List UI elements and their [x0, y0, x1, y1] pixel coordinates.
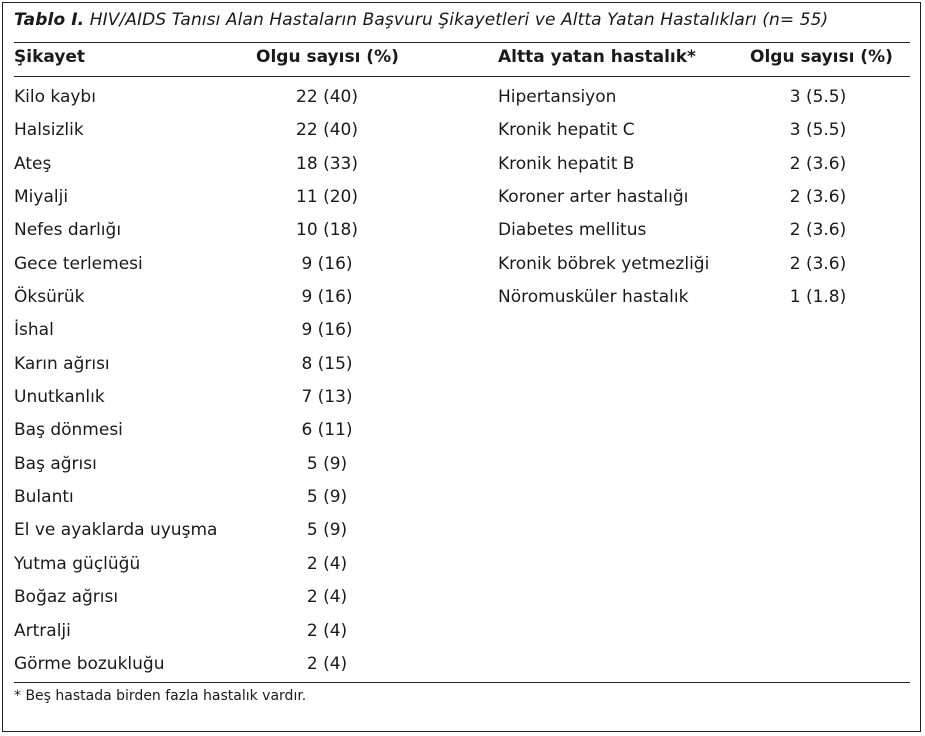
complaint-count-cell: 9 (16)	[301, 287, 353, 308]
disease-count-cell: 2 (3.6)	[789, 187, 847, 208]
bottom-rule	[14, 682, 910, 683]
complaint-name-cell: Kilo kaybı	[14, 87, 96, 107]
complaint-count-cell: 11 (20)	[296, 187, 358, 208]
header-disease-count: Olgu sayısı (%)	[750, 47, 893, 67]
header-disease: Altta yatan hastalık*	[498, 47, 696, 67]
complaint-count-cell: 5 (9)	[306, 520, 348, 541]
complaint-name-cell: Karın ağrısı	[14, 353, 110, 374]
disease-name-cell: Diabetes mellitus	[498, 220, 647, 241]
top-rule	[14, 42, 910, 43]
header-complaint: Şikayet	[14, 47, 86, 67]
disease-name-cell: Kronik hepatit C	[498, 120, 635, 141]
disease-name-cell: Nöromusküler hastalık	[498, 287, 689, 308]
complaint-name-cell: Gece terlemesi	[14, 253, 143, 274]
complaint-count-cell: 8 (15)	[301, 353, 353, 374]
complaint-count-cell: 6 (11)	[301, 420, 353, 441]
complaint-count-cell: 22 (40)	[296, 120, 358, 141]
complaint-name-cell: Baş dönmesi	[14, 420, 123, 441]
complaint-count-cell: 5 (9)	[306, 453, 348, 474]
complaint-count-cell: 9 (16)	[301, 253, 353, 274]
complaint-name-cell: İshal	[14, 320, 54, 341]
complaint-name-column	[14, 84, 244, 684]
disease-count-cell: 2 (3.6)	[789, 253, 847, 274]
complaint-name-cell: Halsizlik	[14, 120, 84, 141]
disease-name-cell: Hipertansiyon	[498, 87, 617, 107]
complaint-name-cell: Miyalji	[14, 187, 69, 208]
complaint-count-cell: 22 (40)	[296, 87, 358, 107]
complaint-name-cell: Boğaz ağrısı	[14, 587, 119, 608]
table-caption	[14, 10, 828, 30]
complaint-name-cell: Görme bozukluğu	[14, 653, 165, 674]
table-label: Tablo I.	[14, 10, 85, 30]
header-complaint-count: Olgu sayısı (%)	[256, 47, 399, 67]
header-rule	[14, 76, 910, 77]
complaint-name-cell: Yutma güçlüğü	[14, 553, 141, 574]
complaint-name-cell: Ateş	[14, 153, 52, 174]
disease-count-cell: 3 (5.5)	[789, 87, 847, 107]
complaint-name-cell: Artralji	[14, 620, 71, 641]
complaint-count-cell: 2 (4)	[306, 553, 348, 574]
disease-name-cell: Koroner arter hastalığı	[498, 187, 689, 208]
complaint-count-cell: 10 (18)	[296, 220, 358, 241]
complaint-name-cell: Bulantı	[14, 487, 74, 508]
complaint-name-cell: Öksürük	[14, 287, 85, 308]
disease-count-cell: 2 (3.6)	[789, 220, 847, 241]
table-title: HIV/AIDS Tanısı Alan Hastaların Başvuru Şikayetleri ve Altta Yatan Hastalıkları (n= 55)	[89, 10, 829, 30]
complaint-count-cell: 2 (4)	[306, 587, 348, 608]
complaint-count-cell: 2 (4)	[306, 620, 348, 641]
complaint-name-cell: Nefes darlığı	[14, 220, 122, 241]
complaint-name-cell: Baş ağrısı	[14, 453, 97, 474]
disease-name-column	[498, 84, 738, 317]
complaint-count-cell: 9 (16)	[301, 320, 353, 341]
disease-count-cell: 3 (5.5)	[789, 120, 847, 141]
disease-name-cell: Kronik böbrek yetmezliği	[498, 253, 710, 274]
disease-name-cell: Kronik hepatit B	[498, 153, 635, 174]
complaint-count-cell: 18 (33)	[296, 153, 358, 174]
complaint-name-cell: Unutkanlık	[14, 387, 105, 408]
complaint-count-cell: 2 (4)	[306, 653, 348, 674]
complaint-count-column	[262, 84, 392, 684]
disease-count-cell: 2 (3.6)	[789, 153, 847, 174]
complaint-count-cell: 7 (13)	[301, 387, 353, 408]
disease-count-column	[752, 84, 884, 317]
table-footnote: * Beş hastada birden fazla hastalık vardır.	[14, 688, 307, 704]
complaint-count-cell: 5 (9)	[306, 487, 348, 508]
complaint-name-cell: El ve ayaklarda uyuşma	[14, 520, 218, 541]
disease-count-cell: 1 (1.8)	[789, 287, 847, 308]
